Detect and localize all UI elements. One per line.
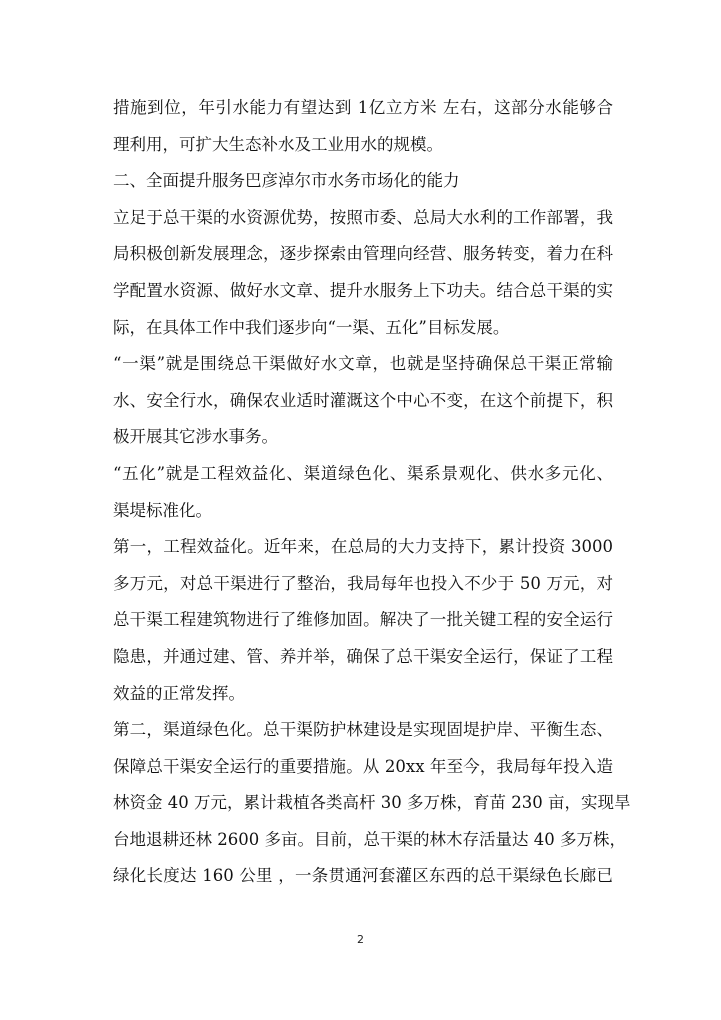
text-line: “五化”就是工程效益化、渠道绿色化、渠系景观化、供水多元化、 bbox=[113, 463, 613, 483]
text-line: 际，在具体工作中我们逐步向“一渠、五化”目标发展。 bbox=[113, 317, 510, 337]
text-line: 效益的正常发挥。 bbox=[113, 683, 245, 703]
text-line: 水、安全行水，确保农业适时灌溉这个中心不变，在这个前提下，积 bbox=[113, 390, 613, 410]
text-line: 绿化长度达 160 公里 ，一条贯通河套灌区东西的总干渠绿色长廊已 bbox=[113, 866, 613, 886]
text-line: 极开展其它涉水事务。 bbox=[113, 427, 278, 447]
text-line: 渠堤标准化。 bbox=[113, 500, 212, 520]
text-line: 措施到位，年引水能力有望达到 1亿立方米 左右，这部分水能够合 bbox=[113, 98, 613, 117]
text-line: 保障总干渠安全运行的重要措施。从 20xx 年至今，我局每年投入造 bbox=[113, 756, 613, 776]
text-line: 二、全面提升服务巴彦淖尔市水务市场化的能力 bbox=[113, 171, 460, 191]
text-line: 隐患，并通过建、管、养并举，确保了总干渠安全运行，保证了工程 bbox=[113, 646, 613, 666]
body-text bbox=[113, 90, 631, 895]
text-line: 台地退耕还林 2600 多亩。目前，总干渠的林木存活量达 40 多万株， bbox=[113, 829, 626, 849]
text-line: 多万元，对总干渠进行了整治，我局每年也投入不少于 50 万元，对 bbox=[113, 573, 613, 593]
text-line: 总干渠工程建筑物进行了维修加固。解决了一批关键工程的安全运行 bbox=[113, 610, 613, 630]
text-line: 理利用，可扩大生态补水及工业用水的规模。 bbox=[113, 134, 443, 154]
text-line: 第二，渠道绿色化。总干渠防护林建设是实现固堤护岸、平衡生态、 bbox=[113, 720, 613, 740]
text-line: 立足于总干渠的水资源优势，按照市委、总局大水利的工作部署，我 bbox=[113, 207, 613, 227]
text-line: 局积极创新发展理念，逐步探索由管理向经营、服务转变，着力在科 bbox=[113, 244, 613, 264]
text-line: “一渠”就是围绕总干渠做好水文章，也就是坚持确保总干渠正常输 bbox=[113, 354, 613, 374]
text-line: 学配置水资源、做好水文章、提升水服务上下功夫。结合总干渠的实 bbox=[113, 280, 613, 300]
page-number: 2 bbox=[357, 933, 364, 946]
text-line: 林资金 40 万元，累计栽植各类高杆 30 多万株，育苗 230 亩，实现旱 bbox=[113, 793, 631, 813]
text-line: 第一，工程效益化。近年来，在总局的大力支持下，累计投资 3000 bbox=[113, 537, 613, 557]
